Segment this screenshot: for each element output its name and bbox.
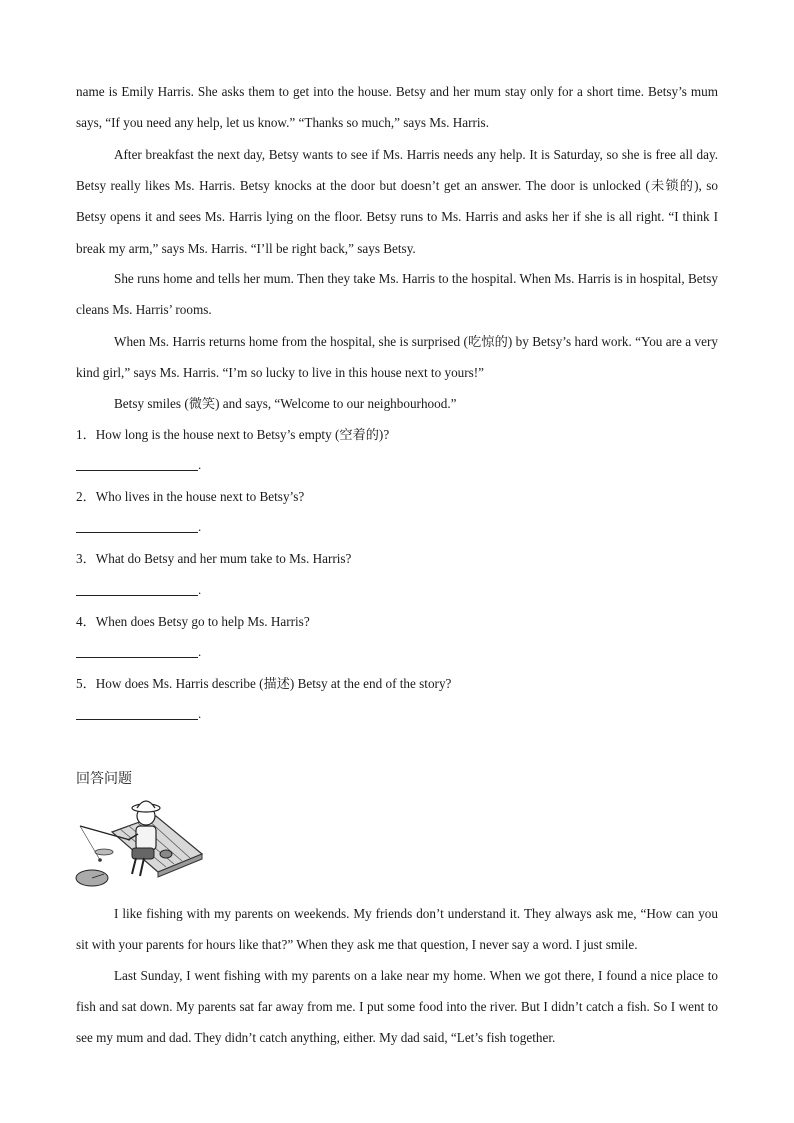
- answer-underline: [76, 657, 198, 658]
- question-3: 3．What do Betsy and her mum take to Ms. Harris?: [76, 551, 352, 566]
- section2-paragraph-1: I like fishing with my parents on weekends. My friends don’t understand it. They always ask me, “How can you sit with your parents for hours like that?” When they ask me that question, I never say a word. I just smile.: [76, 906, 718, 953]
- answer-period: .: [198, 519, 202, 534]
- question-1: 1．How long is the house next to Betsy’s empty (空着的)?: [76, 427, 390, 442]
- question-4: 4．When does Betsy go to help Ms. Harris?: [76, 614, 310, 629]
- question-5: 5．How does Ms. Harris describe (描述) Betsy at the end of the story?: [76, 676, 452, 691]
- answer-period: .: [198, 706, 202, 721]
- answer-field-3[interactable]: [76, 582, 200, 602]
- passage1-paragraph-5: Betsy smiles (微笑) and says, “Welcome to our neighbourhood.”: [114, 396, 457, 411]
- answer-period: .: [198, 457, 202, 472]
- answer-underline: [76, 532, 198, 533]
- answer-field-5[interactable]: [76, 706, 200, 726]
- answer-underline: [76, 470, 198, 471]
- answer-field-4[interactable]: [76, 644, 200, 664]
- passage1-paragraph-2: After breakfast the next day, Betsy wants to see if Ms. Harris needs any help. It is Saturday, so she is free all day. Betsy really likes Ms. Harris. Betsy knocks at the door but doesn’t get an answer. The door is unlocked (未锁的), so Betsy opens it and sees Ms. Harris lying on the floor. Betsy runs to Ms. Harris and asks her if she is all right. “I think I break my arm,” says Ms. Harris. “I’ll be right back,” says Betsy.: [76, 147, 718, 256]
- answer-underline: [76, 595, 198, 596]
- section2-paragraph-2: Last Sunday, I went fishing with my parents on a lake near my home. When we got there, I found a nice place to fish and sat down. My parents sat far away from me. I put some food into the river. But I didn’t catch a fish. So I went to see my mum and dad. They didn’t catch anything, either. My dad said, “Let’s fish together.: [76, 968, 718, 1046]
- answer-period: .: [198, 644, 202, 659]
- question-2: 2．Who lives in the house next to Betsy’s?: [76, 489, 305, 504]
- answer-field-2[interactable]: [76, 519, 200, 539]
- answer-period: .: [198, 582, 202, 597]
- answer-field-1[interactable]: [76, 457, 200, 477]
- section-title: 回答问题: [76, 771, 132, 787]
- passage1-paragraph-1: name is Emily Harris. She asks them to get into the house. Betsy and her mum stay only for a short time. Betsy’s mum says, “If you need any help, let us know.” “Thanks so much,” says Ms. Harris.: [76, 84, 718, 131]
- boy-fishing-on-dock-illustration: [74, 794, 204, 890]
- answer-underline: [76, 719, 198, 720]
- passage1-paragraph-3: She runs home and tells her mum. Then they take Ms. Harris to the hospital. When Ms. Harris is in hospital, Betsy cleans Ms. Harris’ rooms.: [76, 271, 718, 318]
- passage1-paragraph-4: When Ms. Harris returns home from the hospital, she is surprised (吃惊的) by Betsy’s hard work. “You are a very kind girl,” says Ms. Harris. “I’m so lucky to live in this house next to yours!”: [76, 334, 718, 381]
